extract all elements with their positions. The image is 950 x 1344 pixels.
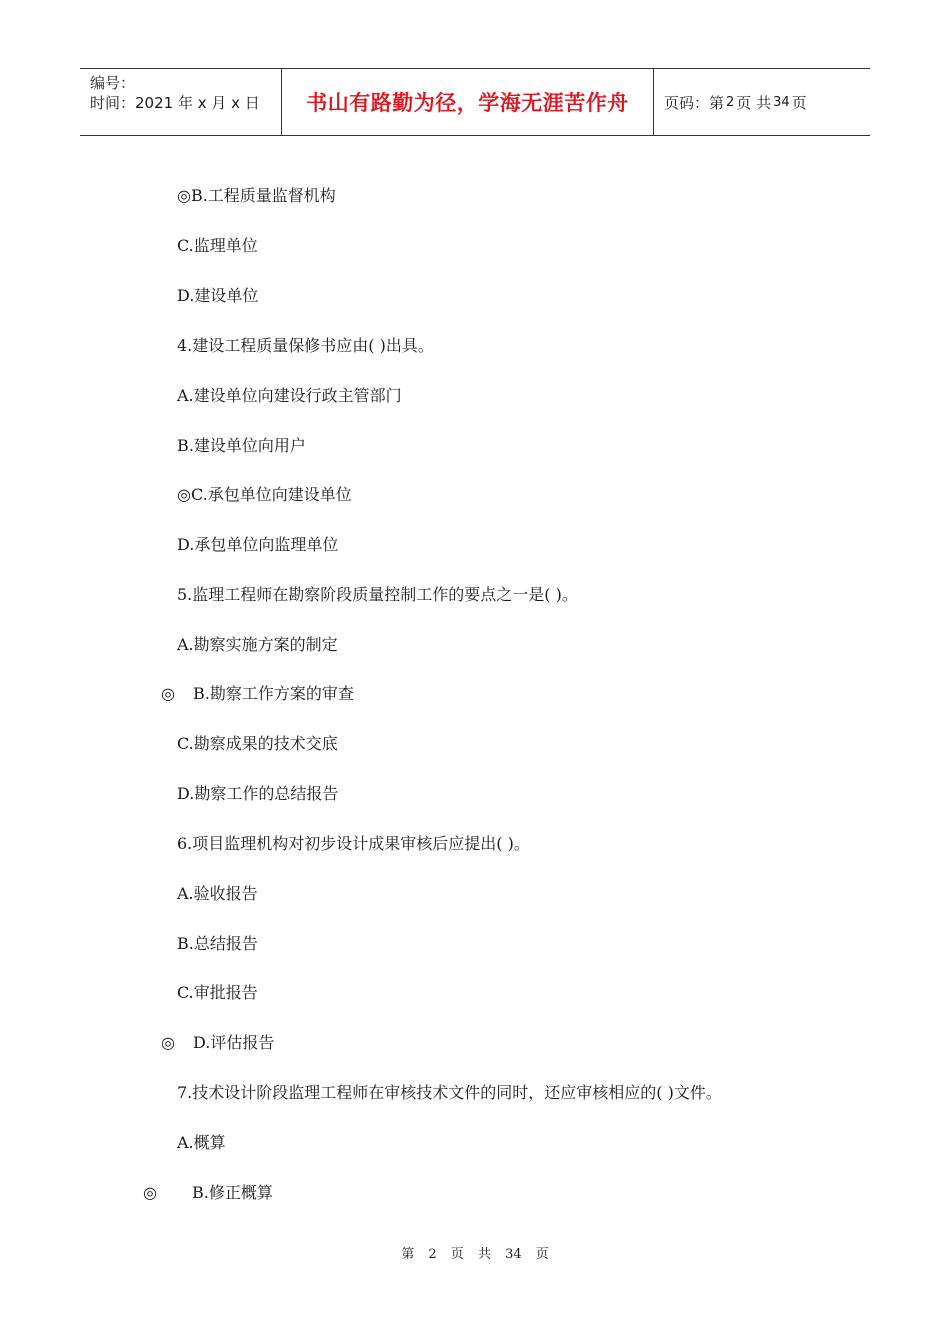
header-motto: 书山有路勤为径，学海无涯苦作舟 (282, 69, 654, 135)
header-page-suffix: 页 (791, 93, 807, 112)
question-text: 6.项目监理机构对初步设计成果审核后应提出( )。 (177, 834, 530, 853)
answer-option: A.勘察实施方案的制定 (177, 635, 338, 654)
footer-prefix: 第 (401, 1247, 415, 1262)
header-page-prefix: 页码：第 (664, 93, 725, 112)
header-page-indicator (654, 69, 870, 135)
answer-option: B.勘察工作方案的审查 (193, 684, 354, 703)
answer-option: C.监理单位 (177, 236, 258, 255)
answer-option: D.建设单位 (177, 286, 259, 305)
answer-option: A.概算 (177, 1133, 226, 1152)
question-text: 4.建设工程质量保修书应由( )出具。 (177, 336, 434, 355)
question-text: 7.技术设计阶段监理工程师在审核技术文件的同时，还应审核相应的( )文件。 (177, 1083, 722, 1102)
selected-answer-mark: ◎ (161, 1033, 175, 1052)
date-label: 时间：2021 年 x 月 x 日 (90, 94, 260, 112)
header-info-cell (80, 69, 282, 135)
footer-page-total: 34 (505, 1247, 522, 1262)
answer-option: ◎B.工程质量监督机构 (177, 186, 336, 205)
footer-suffix: 页 (535, 1247, 549, 1262)
answer-option: B.总结报告 (177, 934, 258, 953)
header-page-total: 34 (773, 94, 790, 110)
answer-option: B.修正概算 (192, 1183, 273, 1202)
page-footer (0, 1246, 950, 1264)
answer-option: B.建设单位向用户 (177, 436, 306, 455)
answer-option: C.勘察成果的技术交底 (177, 734, 338, 753)
question-text: 5.监理工程师在勘察阶段质量控制工作的要点之一是( )。 (177, 585, 578, 604)
selected-answer-mark: ◎ (143, 1183, 157, 1202)
selected-answer-mark: ◎ (161, 684, 175, 703)
header-page-current: 2 (726, 94, 735, 110)
answer-option: ◎C.承包单位向建设单位 (177, 485, 352, 504)
answer-option: C.审批报告 (177, 983, 258, 1002)
page-header (80, 68, 870, 136)
serial-number-label: 编号： (90, 74, 136, 92)
answer-option: D.评估报告 (193, 1033, 275, 1052)
header-page-mid: 页 共 (736, 93, 772, 112)
footer-page-current: 2 (428, 1247, 437, 1262)
answer-option: D.承包单位向监理单位 (177, 535, 339, 554)
footer-total-word: 共 (477, 1247, 491, 1262)
answer-option: A.验收报告 (177, 884, 258, 903)
answer-option: D.勘察工作的总结报告 (177, 784, 339, 803)
footer-page-word: 页 (450, 1247, 464, 1262)
answer-option: A.建设单位向建设行政主管部门 (177, 386, 402, 405)
